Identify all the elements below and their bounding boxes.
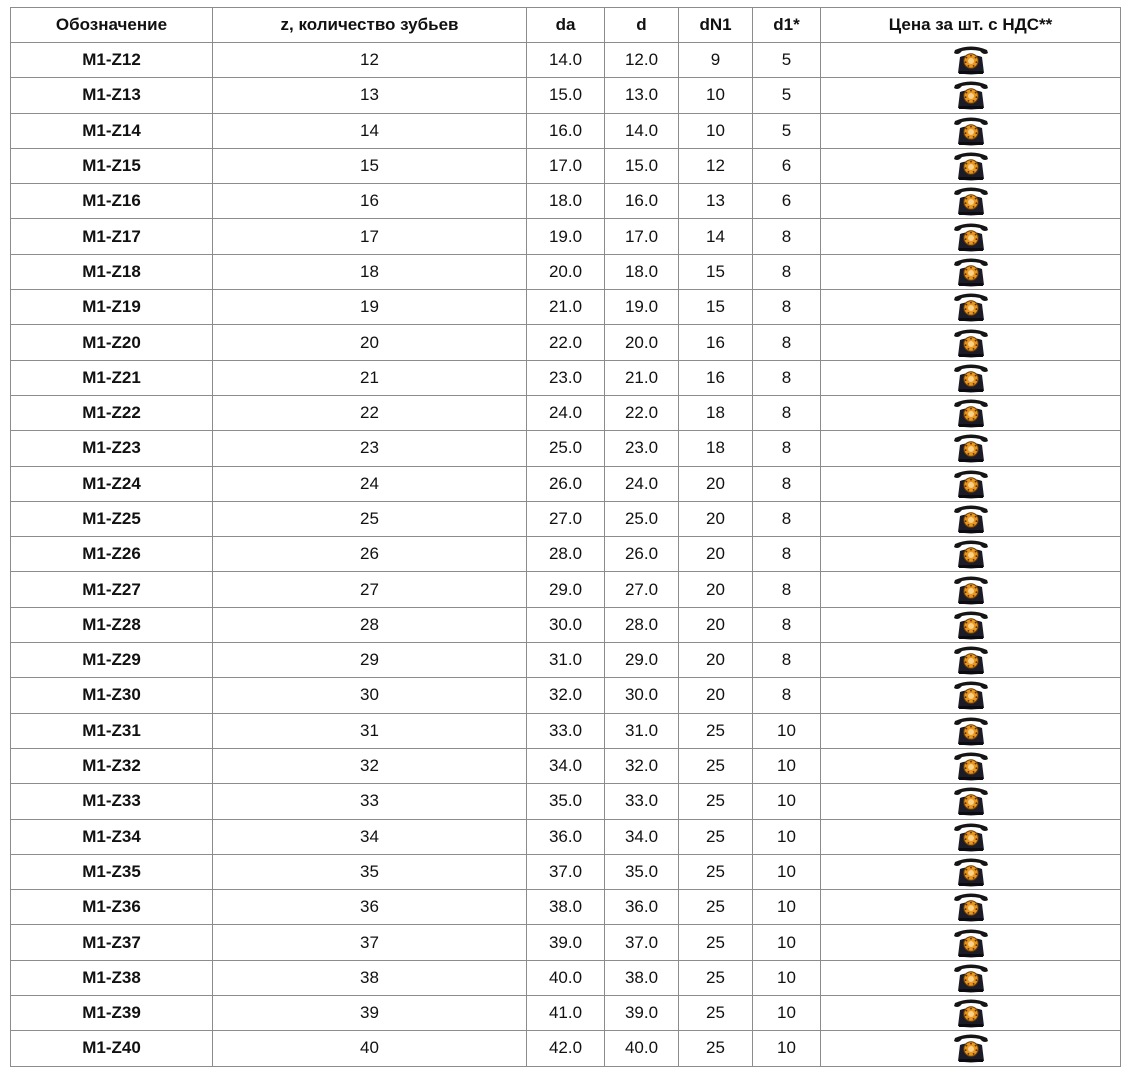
cell-designation: M1-Z15 bbox=[11, 148, 213, 183]
telephone-icon[interactable] bbox=[951, 79, 991, 111]
cell-dn1: 25 bbox=[679, 996, 753, 1031]
cell-designation: M1-Z24 bbox=[11, 466, 213, 501]
cell-designation: M1-Z34 bbox=[11, 819, 213, 854]
cell-da: 33.0 bbox=[527, 713, 605, 748]
table-row bbox=[11, 360, 1121, 395]
cell-designation: M1-Z25 bbox=[11, 501, 213, 536]
cell-d: 38.0 bbox=[605, 960, 679, 995]
cell-dn1: 20 bbox=[679, 537, 753, 572]
cell-teeth-count: 18 bbox=[213, 254, 527, 289]
cell-da: 38.0 bbox=[527, 890, 605, 925]
cell-d1: 8 bbox=[753, 537, 821, 572]
table-row bbox=[11, 325, 1121, 360]
cell-d: 37.0 bbox=[605, 925, 679, 960]
cell-d: 36.0 bbox=[605, 890, 679, 925]
cell-price[interactable] bbox=[821, 925, 1121, 960]
cell-d: 18.0 bbox=[605, 254, 679, 289]
cell-teeth-count: 20 bbox=[213, 325, 527, 360]
table-row bbox=[11, 854, 1121, 889]
cell-designation: M1-Z16 bbox=[11, 184, 213, 219]
cell-d: 14.0 bbox=[605, 113, 679, 148]
cell-designation: M1-Z32 bbox=[11, 748, 213, 783]
cell-d1: 8 bbox=[753, 678, 821, 713]
cell-dn1: 18 bbox=[679, 395, 753, 430]
cell-teeth-count: 16 bbox=[213, 184, 527, 219]
table-row bbox=[11, 466, 1121, 501]
cell-dn1: 25 bbox=[679, 890, 753, 925]
table-row bbox=[11, 43, 1121, 78]
cell-d: 30.0 bbox=[605, 678, 679, 713]
cell-designation: M1-Z13 bbox=[11, 78, 213, 113]
cell-dn1: 9 bbox=[679, 43, 753, 78]
cell-dn1: 25 bbox=[679, 713, 753, 748]
cell-teeth-count: 35 bbox=[213, 854, 527, 889]
telephone-icon[interactable] bbox=[951, 679, 991, 711]
cell-designation: M1-Z28 bbox=[11, 607, 213, 642]
cell-d1: 8 bbox=[753, 360, 821, 395]
table-row bbox=[11, 537, 1121, 572]
cell-d: 39.0 bbox=[605, 996, 679, 1031]
cell-teeth-count: 31 bbox=[213, 713, 527, 748]
cell-da: 37.0 bbox=[527, 854, 605, 889]
cell-d: 34.0 bbox=[605, 819, 679, 854]
cell-designation: M1-Z23 bbox=[11, 431, 213, 466]
cell-dn1: 20 bbox=[679, 466, 753, 501]
cell-d: 22.0 bbox=[605, 395, 679, 430]
cell-teeth-count: 39 bbox=[213, 996, 527, 1031]
cell-da: 22.0 bbox=[527, 325, 605, 360]
cell-teeth-count: 23 bbox=[213, 431, 527, 466]
cell-da: 20.0 bbox=[527, 254, 605, 289]
telephone-icon[interactable] bbox=[951, 856, 991, 888]
cell-d: 20.0 bbox=[605, 325, 679, 360]
cell-da: 31.0 bbox=[527, 643, 605, 678]
cell-dn1: 13 bbox=[679, 184, 753, 219]
cell-dn1: 15 bbox=[679, 254, 753, 289]
cell-d1: 6 bbox=[753, 148, 821, 183]
cell-dn1: 20 bbox=[679, 572, 753, 607]
cell-price[interactable] bbox=[821, 678, 1121, 713]
cell-dn1: 20 bbox=[679, 607, 753, 642]
cell-d: 26.0 bbox=[605, 537, 679, 572]
cell-d1: 10 bbox=[753, 713, 821, 748]
cell-d: 16.0 bbox=[605, 184, 679, 219]
cell-teeth-count: 33 bbox=[213, 784, 527, 819]
telephone-icon[interactable] bbox=[951, 291, 991, 323]
cell-teeth-count: 21 bbox=[213, 360, 527, 395]
telephone-icon[interactable] bbox=[951, 503, 991, 535]
cell-dn1: 15 bbox=[679, 290, 753, 325]
cell-price[interactable] bbox=[821, 290, 1121, 325]
cell-price[interactable] bbox=[821, 890, 1121, 925]
telephone-icon[interactable] bbox=[951, 609, 991, 641]
cell-da: 17.0 bbox=[527, 148, 605, 183]
cell-price[interactable] bbox=[821, 43, 1121, 78]
telephone-icon[interactable] bbox=[951, 221, 991, 253]
cell-designation: M1-Z18 bbox=[11, 254, 213, 289]
cell-price[interactable] bbox=[821, 748, 1121, 783]
cell-teeth-count: 30 bbox=[213, 678, 527, 713]
cell-designation: M1-Z35 bbox=[11, 854, 213, 889]
table-row bbox=[11, 148, 1121, 183]
cell-teeth-count: 25 bbox=[213, 501, 527, 536]
table-row bbox=[11, 572, 1121, 607]
table-row bbox=[11, 113, 1121, 148]
cell-designation: M1-Z17 bbox=[11, 219, 213, 254]
cell-da: 42.0 bbox=[527, 1031, 605, 1066]
cell-price[interactable] bbox=[821, 784, 1121, 819]
cell-designation: M1-Z40 bbox=[11, 1031, 213, 1066]
cell-dn1: 10 bbox=[679, 113, 753, 148]
cell-price[interactable] bbox=[821, 254, 1121, 289]
cell-d: 29.0 bbox=[605, 643, 679, 678]
cell-da: 39.0 bbox=[527, 925, 605, 960]
cell-d: 27.0 bbox=[605, 572, 679, 607]
cell-d1: 8 bbox=[753, 572, 821, 607]
cell-dn1: 20 bbox=[679, 678, 753, 713]
cell-teeth-count: 24 bbox=[213, 466, 527, 501]
cell-d: 19.0 bbox=[605, 290, 679, 325]
cell-price[interactable] bbox=[821, 325, 1121, 360]
cell-da: 26.0 bbox=[527, 466, 605, 501]
cell-teeth-count: 36 bbox=[213, 890, 527, 925]
cell-da: 16.0 bbox=[527, 113, 605, 148]
table-row bbox=[11, 78, 1121, 113]
cell-dn1: 25 bbox=[679, 748, 753, 783]
header-designation: Обозначение bbox=[11, 8, 213, 43]
cell-da: 14.0 bbox=[527, 43, 605, 78]
cell-price[interactable] bbox=[821, 607, 1121, 642]
cell-d1: 10 bbox=[753, 925, 821, 960]
cell-designation: M1-Z26 bbox=[11, 537, 213, 572]
cell-designation: M1-Z33 bbox=[11, 784, 213, 819]
telephone-icon[interactable] bbox=[951, 927, 991, 959]
cell-da: 23.0 bbox=[527, 360, 605, 395]
table-row bbox=[11, 219, 1121, 254]
cell-dn1: 12 bbox=[679, 148, 753, 183]
cell-d: 25.0 bbox=[605, 501, 679, 536]
cell-d1: 5 bbox=[753, 43, 821, 78]
telephone-icon[interactable] bbox=[951, 785, 991, 817]
cell-teeth-count: 19 bbox=[213, 290, 527, 325]
cell-dn1: 25 bbox=[679, 925, 753, 960]
cell-d: 15.0 bbox=[605, 148, 679, 183]
cell-d1: 8 bbox=[753, 643, 821, 678]
cell-dn1: 16 bbox=[679, 360, 753, 395]
cell-designation: M1-Z30 bbox=[11, 678, 213, 713]
cell-da: 19.0 bbox=[527, 219, 605, 254]
header-d1: d1* bbox=[753, 8, 821, 43]
cell-d1: 10 bbox=[753, 890, 821, 925]
cell-da: 24.0 bbox=[527, 395, 605, 430]
cell-price[interactable] bbox=[821, 643, 1121, 678]
cell-designation: M1-Z29 bbox=[11, 643, 213, 678]
cell-da: 41.0 bbox=[527, 996, 605, 1031]
telephone-icon[interactable] bbox=[951, 1032, 991, 1064]
table-row bbox=[11, 1031, 1121, 1066]
cell-da: 21.0 bbox=[527, 290, 605, 325]
telephone-icon[interactable] bbox=[951, 644, 991, 676]
cell-designation: M1-Z37 bbox=[11, 925, 213, 960]
cell-dn1: 25 bbox=[679, 854, 753, 889]
telephone-icon[interactable] bbox=[951, 397, 991, 429]
cell-teeth-count: 27 bbox=[213, 572, 527, 607]
cell-d1: 8 bbox=[753, 501, 821, 536]
cell-dn1: 18 bbox=[679, 431, 753, 466]
cell-designation: M1-Z36 bbox=[11, 890, 213, 925]
cell-d1: 5 bbox=[753, 113, 821, 148]
cell-price[interactable] bbox=[821, 395, 1121, 430]
cell-d1: 10 bbox=[753, 854, 821, 889]
cell-price[interactable] bbox=[821, 1031, 1121, 1066]
table-row bbox=[11, 184, 1121, 219]
cell-d: 31.0 bbox=[605, 713, 679, 748]
cell-d: 32.0 bbox=[605, 748, 679, 783]
telephone-icon[interactable] bbox=[951, 256, 991, 288]
cell-teeth-count: 28 bbox=[213, 607, 527, 642]
cell-dn1: 25 bbox=[679, 1031, 753, 1066]
cell-designation: M1-Z12 bbox=[11, 43, 213, 78]
telephone-icon[interactable] bbox=[951, 891, 991, 923]
cell-teeth-count: 40 bbox=[213, 1031, 527, 1066]
cell-d1: 8 bbox=[753, 607, 821, 642]
table-row bbox=[11, 960, 1121, 995]
cell-designation: M1-Z14 bbox=[11, 113, 213, 148]
cell-teeth-count: 32 bbox=[213, 748, 527, 783]
header-da: da bbox=[527, 8, 605, 43]
cell-d1: 8 bbox=[753, 395, 821, 430]
cell-designation: M1-Z27 bbox=[11, 572, 213, 607]
table-row bbox=[11, 819, 1121, 854]
cell-dn1: 10 bbox=[679, 78, 753, 113]
cell-d1: 8 bbox=[753, 431, 821, 466]
cell-da: 40.0 bbox=[527, 960, 605, 995]
cell-price[interactable] bbox=[821, 431, 1121, 466]
cell-d1: 10 bbox=[753, 784, 821, 819]
telephone-icon[interactable] bbox=[951, 44, 991, 76]
cell-d1: 10 bbox=[753, 819, 821, 854]
telephone-icon[interactable] bbox=[951, 715, 991, 747]
gear-spec-table bbox=[10, 7, 1121, 1067]
cell-dn1: 20 bbox=[679, 501, 753, 536]
cell-price[interactable] bbox=[821, 466, 1121, 501]
telephone-icon[interactable] bbox=[951, 362, 991, 394]
cell-d: 35.0 bbox=[605, 854, 679, 889]
cell-price[interactable] bbox=[821, 819, 1121, 854]
cell-price[interactable] bbox=[821, 148, 1121, 183]
cell-d1: 10 bbox=[753, 1031, 821, 1066]
table-row bbox=[11, 254, 1121, 289]
cell-d1: 10 bbox=[753, 960, 821, 995]
cell-designation: M1-Z22 bbox=[11, 395, 213, 430]
cell-designation: M1-Z20 bbox=[11, 325, 213, 360]
cell-teeth-count: 17 bbox=[213, 219, 527, 254]
telephone-icon[interactable] bbox=[951, 115, 991, 147]
table-row bbox=[11, 996, 1121, 1031]
cell-teeth-count: 12 bbox=[213, 43, 527, 78]
table-row bbox=[11, 607, 1121, 642]
header-price: Цена за шт. с НДС** bbox=[821, 8, 1121, 43]
cell-designation: M1-Z31 bbox=[11, 713, 213, 748]
cell-d1: 10 bbox=[753, 996, 821, 1031]
cell-teeth-count: 26 bbox=[213, 537, 527, 572]
cell-teeth-count: 38 bbox=[213, 960, 527, 995]
cell-d1: 5 bbox=[753, 78, 821, 113]
table-row bbox=[11, 925, 1121, 960]
cell-designation: M1-Z19 bbox=[11, 290, 213, 325]
table-row bbox=[11, 290, 1121, 325]
table-row bbox=[11, 713, 1121, 748]
cell-d: 24.0 bbox=[605, 466, 679, 501]
cell-price[interactable] bbox=[821, 713, 1121, 748]
table-row bbox=[11, 501, 1121, 536]
cell-designation: M1-Z39 bbox=[11, 996, 213, 1031]
cell-price[interactable] bbox=[821, 184, 1121, 219]
cell-da: 15.0 bbox=[527, 78, 605, 113]
telephone-icon[interactable] bbox=[951, 997, 991, 1029]
cell-da: 18.0 bbox=[527, 184, 605, 219]
table-row bbox=[11, 643, 1121, 678]
header-dn1: dN1 bbox=[679, 8, 753, 43]
cell-da: 36.0 bbox=[527, 819, 605, 854]
cell-da: 32.0 bbox=[527, 678, 605, 713]
cell-da: 34.0 bbox=[527, 748, 605, 783]
table-header-row bbox=[11, 8, 1121, 43]
cell-d: 12.0 bbox=[605, 43, 679, 78]
header-d: d bbox=[605, 8, 679, 43]
cell-price[interactable] bbox=[821, 113, 1121, 148]
cell-teeth-count: 22 bbox=[213, 395, 527, 430]
telephone-icon[interactable] bbox=[951, 432, 991, 464]
telephone-icon[interactable] bbox=[951, 821, 991, 853]
table-row bbox=[11, 748, 1121, 783]
cell-d1: 8 bbox=[753, 325, 821, 360]
telephone-icon[interactable] bbox=[951, 468, 991, 500]
table-row bbox=[11, 431, 1121, 466]
cell-d1: 8 bbox=[753, 466, 821, 501]
cell-teeth-count: 34 bbox=[213, 819, 527, 854]
table-row bbox=[11, 678, 1121, 713]
cell-price[interactable] bbox=[821, 501, 1121, 536]
telephone-icon[interactable] bbox=[951, 574, 991, 606]
cell-price[interactable] bbox=[821, 996, 1121, 1031]
cell-dn1: 25 bbox=[679, 819, 753, 854]
cell-d1: 6 bbox=[753, 184, 821, 219]
cell-dn1: 20 bbox=[679, 643, 753, 678]
cell-d1: 8 bbox=[753, 254, 821, 289]
cell-d: 40.0 bbox=[605, 1031, 679, 1066]
cell-teeth-count: 37 bbox=[213, 925, 527, 960]
cell-price[interactable] bbox=[821, 960, 1121, 995]
cell-designation: M1-Z38 bbox=[11, 960, 213, 995]
cell-dn1: 16 bbox=[679, 325, 753, 360]
cell-teeth-count: 15 bbox=[213, 148, 527, 183]
cell-da: 35.0 bbox=[527, 784, 605, 819]
table-row bbox=[11, 890, 1121, 925]
cell-d1: 10 bbox=[753, 748, 821, 783]
telephone-icon[interactable] bbox=[951, 327, 991, 359]
cell-d: 28.0 bbox=[605, 607, 679, 642]
cell-d1: 8 bbox=[753, 290, 821, 325]
cell-dn1: 14 bbox=[679, 219, 753, 254]
cell-da: 28.0 bbox=[527, 537, 605, 572]
telephone-icon[interactable] bbox=[951, 750, 991, 782]
table-row bbox=[11, 784, 1121, 819]
cell-designation: M1-Z21 bbox=[11, 360, 213, 395]
cell-price[interactable] bbox=[821, 360, 1121, 395]
cell-price[interactable] bbox=[821, 78, 1121, 113]
cell-d: 21.0 bbox=[605, 360, 679, 395]
cell-dn1: 25 bbox=[679, 960, 753, 995]
cell-teeth-count: 14 bbox=[213, 113, 527, 148]
telephone-icon[interactable] bbox=[951, 150, 991, 182]
cell-price[interactable] bbox=[821, 854, 1121, 889]
cell-price[interactable] bbox=[821, 572, 1121, 607]
cell-dn1: 25 bbox=[679, 784, 753, 819]
cell-d: 13.0 bbox=[605, 78, 679, 113]
cell-price[interactable] bbox=[821, 219, 1121, 254]
cell-d1: 8 bbox=[753, 219, 821, 254]
cell-teeth-count: 13 bbox=[213, 78, 527, 113]
cell-da: 30.0 bbox=[527, 607, 605, 642]
cell-da: 25.0 bbox=[527, 431, 605, 466]
cell-d: 33.0 bbox=[605, 784, 679, 819]
header-teeth-count: z, количество зубьев bbox=[213, 8, 527, 43]
table-body bbox=[11, 43, 1121, 1067]
cell-d: 23.0 bbox=[605, 431, 679, 466]
telephone-icon[interactable] bbox=[951, 962, 991, 994]
table-row bbox=[11, 395, 1121, 430]
cell-price[interactable] bbox=[821, 537, 1121, 572]
telephone-icon[interactable] bbox=[951, 538, 991, 570]
telephone-icon[interactable] bbox=[951, 185, 991, 217]
cell-teeth-count: 29 bbox=[213, 643, 527, 678]
cell-da: 27.0 bbox=[527, 501, 605, 536]
cell-d: 17.0 bbox=[605, 219, 679, 254]
cell-da: 29.0 bbox=[527, 572, 605, 607]
